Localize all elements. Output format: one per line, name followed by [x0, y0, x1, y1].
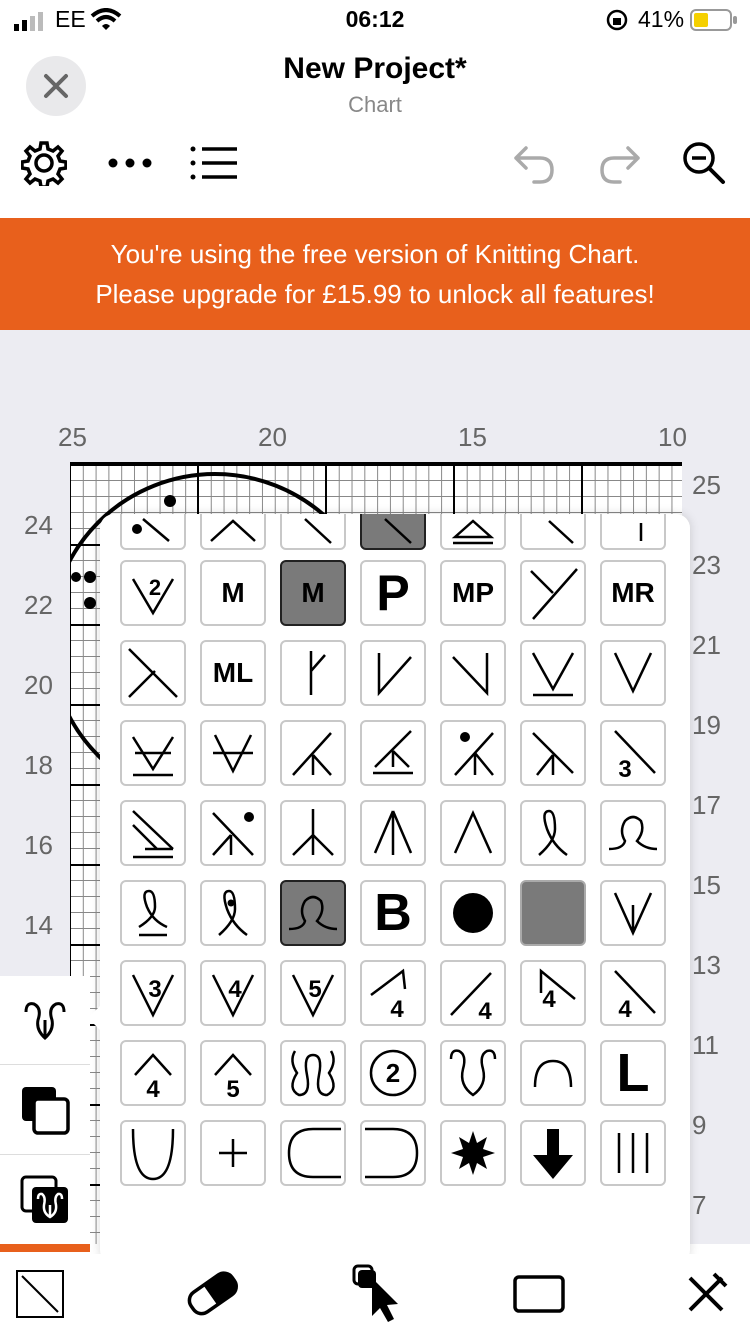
symbol-cell[interactable]	[520, 560, 586, 626]
row-label: 20	[24, 670, 53, 700]
status-bar	[0, 0, 750, 40]
symbol-cell[interactable]	[280, 960, 346, 1026]
row-label: 15	[692, 870, 721, 900]
battery-icon	[690, 8, 738, 38]
symbol-cell[interactable]	[440, 800, 506, 866]
symbol-cell[interactable]	[280, 720, 346, 786]
tab-pointer	[88, 1004, 102, 1032]
symbol-cell[interactable]	[520, 1040, 586, 1106]
bottom-toolbar	[0, 1254, 750, 1334]
list-button[interactable]	[190, 140, 238, 186]
symbol-cell[interactable]	[200, 720, 266, 786]
symbol-cell[interactable]	[200, 1040, 266, 1106]
row-label: 9	[692, 1110, 707, 1140]
symbol-cell[interactable]	[120, 800, 186, 866]
symbol-cell[interactable]	[280, 514, 346, 550]
redo-button[interactable]	[596, 140, 644, 186]
banner-line-1: You're using the free version of Knitting Chart.	[110, 239, 640, 269]
symbol-cell[interactable]: P	[360, 560, 426, 626]
carrier-label: EE	[55, 6, 86, 32]
symbol-cell[interactable]	[440, 960, 506, 1026]
symbol-cell[interactable]	[120, 960, 186, 1026]
symbol-cell[interactable]	[120, 560, 186, 626]
symbol-cell[interactable]	[600, 640, 666, 706]
symbol-cell[interactable]	[600, 720, 666, 786]
more-button[interactable]	[106, 140, 154, 186]
row-label: 17	[692, 790, 721, 820]
symbol-cell[interactable]: MP	[440, 560, 506, 626]
row-label: 21	[692, 630, 721, 660]
symbol-cell[interactable]	[200, 1120, 266, 1186]
eraser-icon	[182, 1266, 242, 1322]
symbol-cell[interactable]: B	[360, 880, 426, 946]
symbol-cell[interactable]	[360, 1040, 426, 1106]
redo-icon	[598, 142, 642, 184]
symbol-cell[interactable]	[360, 640, 426, 706]
symbol-cell[interactable]	[520, 880, 586, 946]
svg-text:4: 4	[478, 998, 492, 1021]
symbols-tab[interactable]	[0, 976, 90, 1065]
symbol-cell[interactable]	[440, 1120, 506, 1186]
select-tool-icon	[346, 1262, 406, 1326]
row-label: 24	[24, 510, 53, 540]
column-label: 20	[258, 422, 287, 452]
symbol-cell[interactable]: M	[280, 560, 346, 626]
column-label: 15	[458, 422, 487, 452]
rotation-lock-icon	[605, 8, 629, 38]
svg-text:5: 5	[308, 976, 322, 1003]
symbol-cell[interactable]	[120, 1120, 186, 1186]
layers-tab-icon	[20, 1085, 70, 1135]
upgrade-banner[interactable]	[0, 218, 750, 330]
edit-tool-icon	[682, 1270, 730, 1318]
svg-text:4: 4	[228, 976, 242, 1003]
svg-text:4: 4	[618, 996, 632, 1021]
symbol-cell[interactable]	[600, 960, 666, 1026]
rectangle-tool-icon	[512, 1272, 568, 1316]
symbol-cell[interactable]	[600, 880, 666, 946]
edit-tool-button[interactable]	[674, 1262, 738, 1326]
row-label: 16	[24, 830, 53, 860]
rectangle-tool-button[interactable]	[508, 1262, 572, 1326]
line-tool-button[interactable]	[8, 1262, 72, 1326]
symbol-cell[interactable]	[360, 800, 426, 866]
symbol-cell[interactable]	[200, 960, 266, 1026]
page-title: New Project*	[283, 52, 467, 85]
page-subtitle: Chart	[348, 92, 402, 117]
symbol-cell[interactable]	[600, 514, 666, 550]
row-label: 11	[692, 1030, 719, 1060]
row-label: 23	[692, 550, 721, 580]
symbol-cell[interactable]	[520, 1120, 586, 1186]
symbol-cell[interactable]	[440, 514, 506, 550]
symbol-cell[interactable]	[440, 720, 506, 786]
symbol-cell[interactable]	[280, 1120, 346, 1186]
line-tool-icon	[14, 1268, 66, 1320]
symbol-cell[interactable]	[360, 960, 426, 1026]
row-label: 14	[24, 910, 53, 940]
symbol-palette	[100, 514, 690, 1264]
column-label: 10	[658, 422, 687, 452]
row-label: 19	[692, 710, 721, 740]
symbol-cell[interactable]	[520, 800, 586, 866]
symbol-cell[interactable]	[200, 880, 266, 946]
symbol-sets-tab[interactable]	[0, 1156, 90, 1244]
row-label: 13	[692, 950, 721, 980]
settings-button[interactable]	[20, 140, 68, 186]
svg-text:3: 3	[148, 976, 162, 1003]
symbol-cell[interactable]	[440, 1040, 506, 1106]
symbol-cell[interactable]	[120, 1040, 186, 1106]
eraser-button[interactable]	[180, 1262, 244, 1326]
symbol-cell[interactable]	[360, 720, 426, 786]
svg-text:3: 3	[618, 756, 632, 781]
svg-text:4: 4	[542, 986, 556, 1013]
battery-percent: 41%	[638, 6, 685, 32]
gear-icon	[21, 140, 67, 186]
symbol-cell[interactable]	[360, 1120, 426, 1186]
symbol-cell[interactable]	[200, 800, 266, 866]
symbol-cell[interactable]	[360, 514, 426, 550]
clock: 06:12	[345, 6, 405, 32]
symbol-cell[interactable]	[120, 514, 186, 550]
select-tool-button[interactable]	[344, 1262, 408, 1326]
undo-button[interactable]	[510, 140, 558, 186]
svg-text:2: 2	[148, 575, 162, 600]
symbol-cell[interactable]: MR	[600, 560, 666, 626]
svg-text:4: 4	[390, 996, 404, 1021]
row-label: 7	[692, 1190, 707, 1220]
symbol-cell[interactable]	[120, 880, 186, 946]
column-label: 25	[58, 422, 87, 452]
side-tabs	[0, 976, 90, 1246]
row-label: 18	[24, 750, 53, 780]
symbol-cell[interactable]: L	[600, 1040, 666, 1106]
active-tab-indicator	[0, 1244, 90, 1252]
symbol-cell[interactable]	[280, 1040, 346, 1106]
symbol-cell[interactable]	[520, 514, 586, 550]
symbol-cell[interactable]	[520, 960, 586, 1026]
symbol-cell[interactable]	[520, 720, 586, 786]
svg-text:5: 5	[226, 1076, 240, 1101]
undo-icon	[512, 142, 556, 184]
symbol-cell[interactable]	[280, 800, 346, 866]
symbol-cell[interactable]: ML	[200, 640, 266, 706]
svg-text:2: 2	[385, 1058, 401, 1088]
symbol-cell[interactable]: M	[200, 560, 266, 626]
symbol-cell[interactable]	[600, 800, 666, 866]
layers-tab[interactable]	[0, 1066, 90, 1155]
symbol-cell[interactable]	[280, 640, 346, 706]
symbol-cell[interactable]	[520, 640, 586, 706]
zoom-out-button[interactable]	[680, 140, 728, 186]
banner-line-2: Please upgrade for £15.99 to unlock all features!	[95, 279, 655, 309]
symbol-cell[interactable]	[280, 880, 346, 946]
row-label: 22	[24, 590, 53, 620]
symbol-cell[interactable]	[200, 514, 266, 550]
zoom-out-icon	[681, 140, 727, 186]
list-icon	[190, 145, 238, 181]
symbol-cell[interactable]	[120, 720, 186, 786]
symbol-cell[interactable]	[120, 640, 186, 706]
row-label: 25	[692, 470, 721, 500]
more-icon	[108, 158, 152, 168]
svg-text:4: 4	[146, 1076, 160, 1101]
symbol-cell[interactable]	[440, 640, 506, 706]
header	[0, 40, 750, 220]
symbols-tab-icon	[22, 1000, 68, 1040]
symbol-sets-tab-icon	[20, 1175, 70, 1225]
symbol-cell[interactable]	[600, 1120, 666, 1186]
symbol-cell[interactable]	[440, 880, 506, 946]
